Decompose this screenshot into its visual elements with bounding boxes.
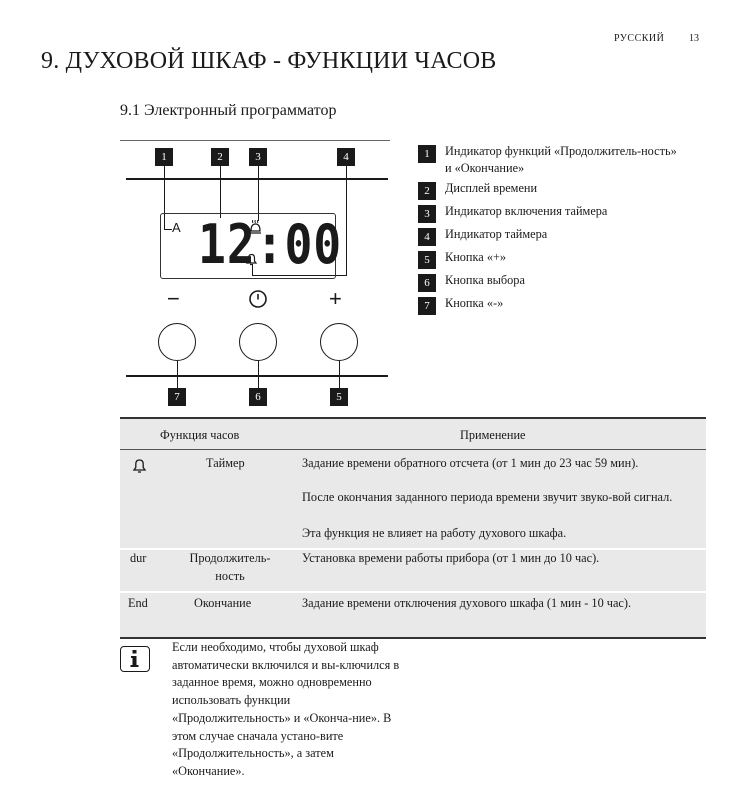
legend-number: 4: [418, 228, 436, 246]
table-row-name: Таймер: [206, 456, 245, 470]
callout-4-line: [346, 166, 347, 276]
legend-item: [418, 272, 685, 292]
panel-top-line: [126, 178, 388, 180]
legend-text: Кнопка выбора: [445, 273, 525, 287]
callout-1: 1: [155, 148, 173, 166]
callout-6-line: [258, 361, 259, 389]
minus-symbol: −: [167, 286, 180, 311]
table-row-usage: После окончания заданного периода времени звучит звуко-вой сигнал.: [302, 490, 673, 504]
function-indicator-corner: [164, 222, 172, 230]
info-icon: [120, 646, 150, 672]
table-row-symbol: End: [128, 596, 148, 610]
callout-2-line: [220, 166, 221, 218]
table-row-usage: Задание времени отключения духового шкафа (1 мин - 10 час).: [302, 596, 632, 610]
callout-7-line: [177, 361, 178, 389]
table-header-function: Функция часов: [160, 428, 240, 442]
page-number: 13: [689, 33, 699, 44]
timer-bell-icon: [245, 253, 258, 266]
legend-item: [418, 203, 685, 223]
legend-number: 5: [418, 251, 436, 269]
page-title: 9. ДУХОВОЙ ШКАФ - ФУНКЦИИ ЧАСОВ: [41, 48, 497, 74]
table-row-usage: Задание времени обратного отсчета (от 1 мин до 23 час 59 мин).: [302, 456, 639, 470]
clock-functions-table: [120, 417, 706, 639]
legend-item: [418, 180, 685, 200]
legend-item: [418, 143, 685, 177]
display-time: 12:00: [198, 213, 343, 276]
table-top-rule: [120, 417, 706, 419]
table-row-name: Продолжитель-ность: [189, 551, 271, 583]
callout-4: 4: [337, 148, 355, 166]
timer-on-icon: [248, 220, 263, 234]
legend-text: Индикатор функций «Продолжитель-ность» и «Окончание»: [445, 144, 677, 175]
legend-item: [418, 226, 685, 246]
legend-number: 7: [418, 297, 436, 315]
select-button[interactable]: [239, 323, 277, 361]
legend-text: Индикатор включения таймера: [445, 204, 608, 218]
table-row-usage: Установка времени работы прибора (от 1 мин до 10 час).: [302, 551, 600, 565]
plus-symbol: +: [329, 286, 342, 311]
callout-5-line: [339, 361, 340, 389]
legend-text: Кнопка «+»: [445, 250, 507, 264]
section-title: 9.1 Электронный программатор: [120, 102, 337, 119]
callout-3: 3: [249, 148, 267, 166]
programmer-diagram: [120, 140, 390, 415]
legend-number: 3: [418, 205, 436, 223]
minus-button[interactable]: [158, 323, 196, 361]
table-row-usage: Эта функция не влияет на работу духового шкафа.: [302, 526, 567, 540]
panel-bottom-line: [126, 375, 388, 377]
table-row-symbol: dur: [130, 551, 147, 565]
legend-number: 6: [418, 274, 436, 292]
legend-text: Индикатор таймера: [445, 227, 548, 241]
table-row-rule: [120, 591, 706, 593]
table-header-usage: Применение: [460, 428, 526, 442]
function-indicator-letter: A: [172, 220, 181, 235]
diagram-top-rule: [120, 140, 390, 141]
legend-number: 2: [418, 182, 436, 200]
bell-icon: [132, 458, 147, 474]
callout-7: 7: [168, 388, 186, 406]
callout-6: 6: [249, 388, 267, 406]
legend-item: [418, 249, 685, 269]
callout-2: 2: [211, 148, 229, 166]
table-header-rule: [120, 449, 706, 450]
header-language: РУССКИЙ: [614, 33, 665, 44]
legend-text: Кнопка «-»: [445, 296, 504, 310]
clock-icon: [248, 289, 268, 309]
legend-number: 1: [418, 145, 436, 163]
legend-item: [418, 295, 685, 315]
note-text: Если необходимо, чтобы духовой шкаф автоматически включился и вы-ключился в заданное время, можно одновременно использовать функции «Продолжительность» и «Оконча-ние». В этом случае сначала устано-вите «Продолжительность», а затем «Окончание».: [172, 640, 400, 778]
plus-button[interactable]: [320, 323, 358, 361]
callout-5: 5: [330, 388, 348, 406]
legend-text: Дисплей времени: [445, 181, 538, 195]
table-row-name: Окончание: [194, 596, 252, 610]
